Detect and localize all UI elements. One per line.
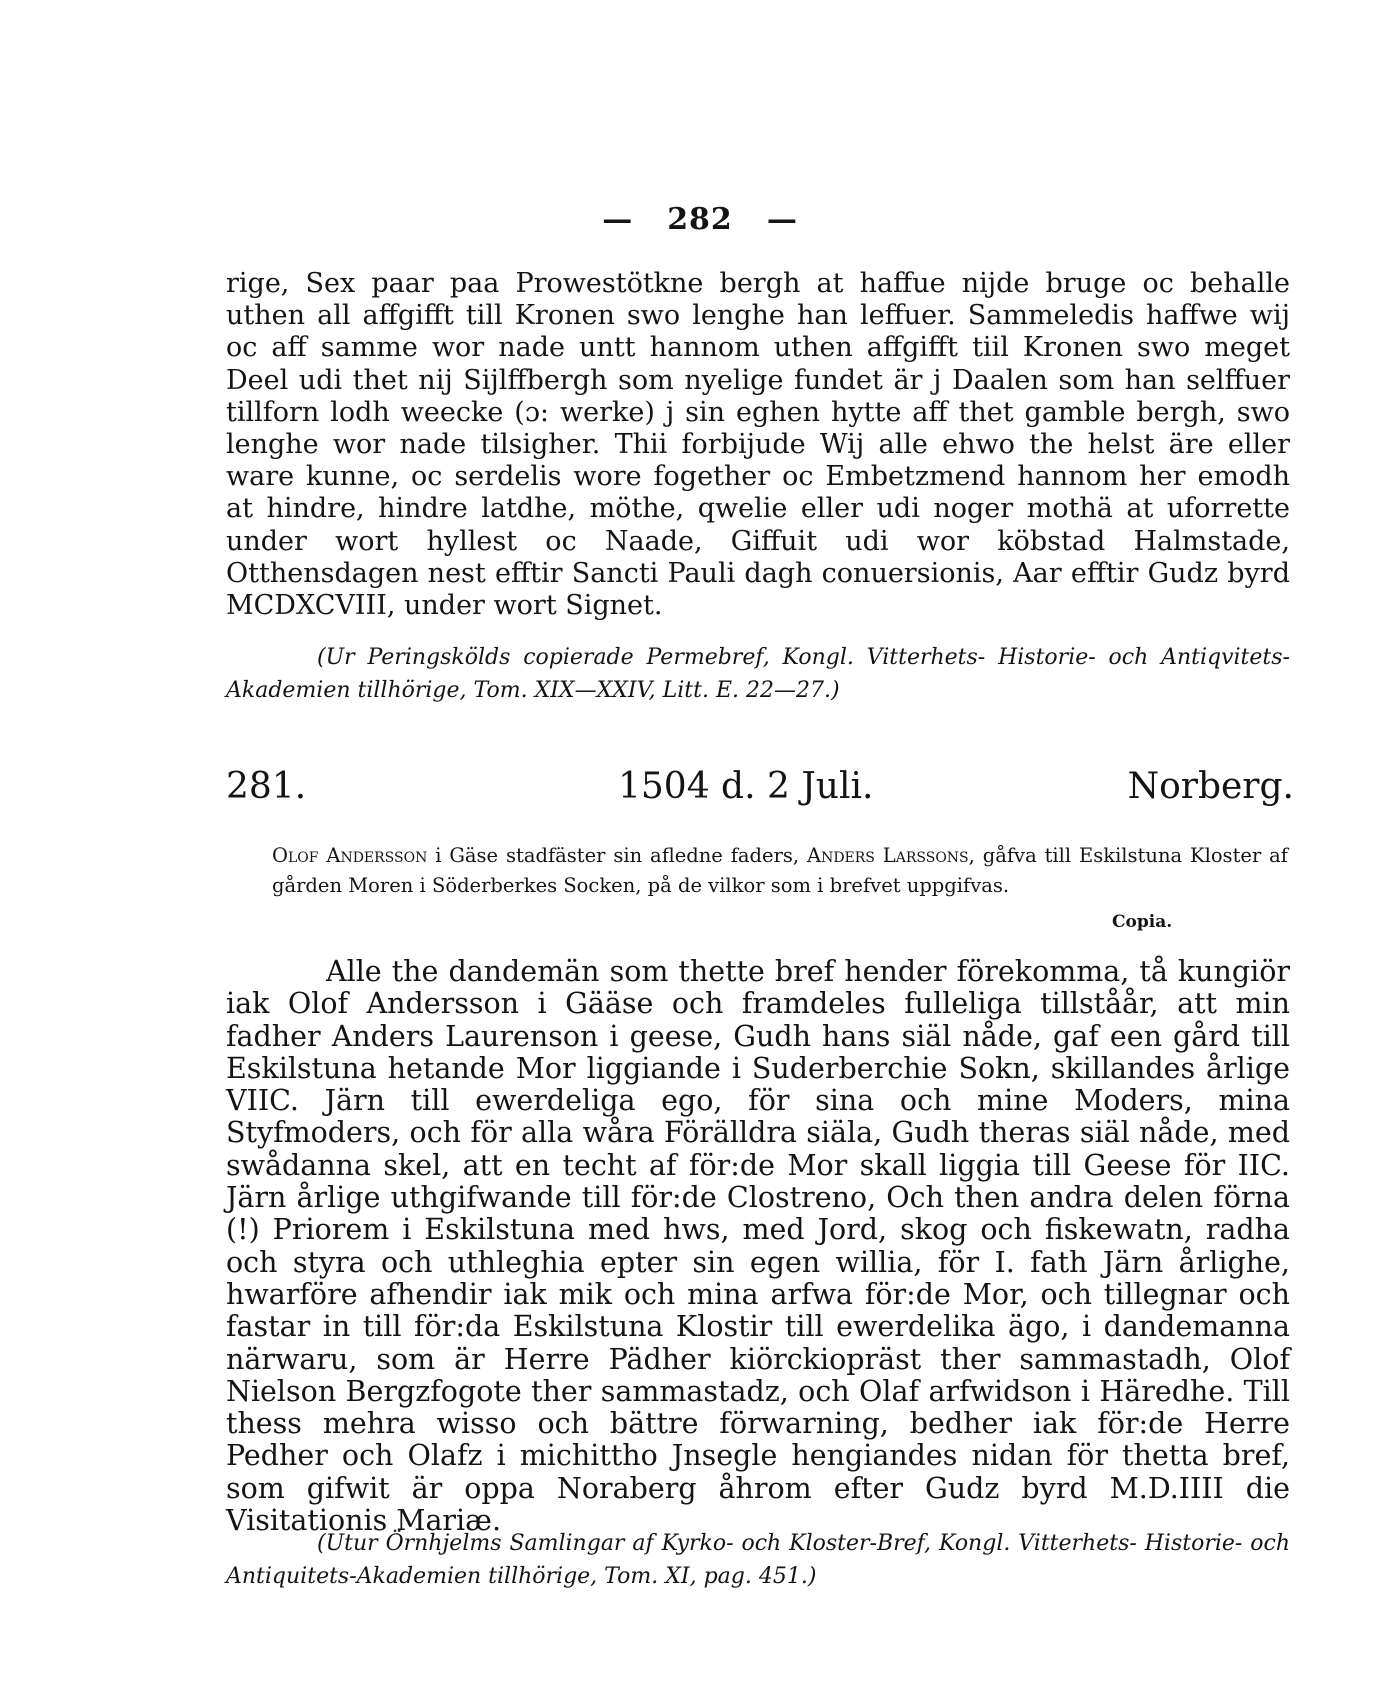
- copy-label: Copia.: [1112, 912, 1173, 932]
- document-number: 281.: [226, 766, 307, 807]
- header-dash-left: —: [602, 202, 634, 237]
- summary-name-anders: Anders Larssons: [806, 844, 969, 867]
- document-place: Norberg.: [1127, 766, 1294, 807]
- continuation-paragraph: rige, Sex paar paa Prowestötkne bergh at haffue nijde bruge oc behalle uthen all affgifft till Kronen swo lenghe han leffuer. Sammeledis haffwe wij oc aff samme wor nade untt hannom uthen affgifft tiil Kronen swo meget Deel udi thet nij Sijlffbergh som nyelige fundet är j Daalen som han selffuer tillforn lodh weecke (ɔ: werke) j sin eghen hytte aff thet gamble bergh, swo lenghe wor nade tilsigher. Thii forbijude Wij alle ehwo the helst äre eller ware kunne, oc serdelis wore fogether oc Embetzmend hannom her emodh at hindre, hindre latdhe, möthe, qwelie eller udi noger mothä at uforrette under wort hyllest oc Naade, Giffuit udi wor köbstad Halmstade, Otthensdagen nest efftir Sancti Pauli dagh conuersionis, Aar efftir Gudz byrd MCDXCVIII, under wort Signet.: [226, 268, 1290, 622]
- summary-name-olof: Olof Andersson: [272, 844, 428, 867]
- page-header: [0, 202, 1400, 237]
- document-heading: [226, 762, 1294, 812]
- source-citation-1: (Ur Peringskölds copierade Permebref, Kongl. Vitterhets- Historie- och Antiqvitets-Akademien tillhörige, Tom. XIX—XXIV, Litt. E. 22—27.): [226, 645, 1290, 703]
- summary-text-2: , gåfva till Eskilstuna Kloster af gården Moren i Söderberkes Socken, på de vilkor som i brefvet uppgifvas.: [272, 844, 1288, 897]
- document-date: 1504 d. 2 Juli.: [618, 766, 874, 807]
- source-citation-2: (Utur Örnhjelms Samlingar af Kyrko- och Kloster-Bref, Kongl. Vitterhets- Historie- och Antiquitets-Akademien tillhörige, Tom. XI, pag. 451.): [226, 1531, 1290, 1589]
- document-body: Alle the dandemän som thette bref hender förekomma, tå kungiör iak Olof Andersson i Gääse och framdeles fulleliga tillståår, att min fadher Anders Laurenson i geese, Gudh hans siäl nåde, gaf een gård till Eskilstuna hetande Mor liggiande i Suderberchie Sokn, skillandes årlige VIIC. Järn till ewerdeliga ego, för sina och mine Moders, mina Styfmoders, och för alla wåra Förälldra siäla, Gudh theras siäl nåde, med swådanna skel, att en techt af för:de Mor skall liggia till Geese för IIC. Järn årlige uthgifwande till för:de Clostreno, Och then andra delen förna (!) Priorem i Eskilstuna med hws, med Jord, skog och fiskewatn, radha och styra och uthleghia epter sin egen willia, för I. fath Järn årlighe, hwarföre afhendir iak mik och mina arfwa för:de Mor, och tillegnar och fastar in till för:da Eskilstuna Klostir till ewerdelika ägo, i dandemanna närwaru, som är Herre Pädher kiörckiopräst ther sammastadh, Olof Nielson Bergzfogote ther sammastadz, och Olaf arfwidson i Häredhe. Till thess mehra wisso och bättre förwarning, bedher iak för:de Herre Pedher och Olafz i michittho Jnsegle hengiandes nidan för thetta bref, som gifwit är oppa Noraberg åhrom efter Gudz byrd M.D.IIII die Visitationis Mariæ.: [226, 955, 1290, 1538]
- summary-text-1: i Gäse stadfäster sin afledne faders,: [427, 844, 807, 867]
- header-dash-right: —: [766, 202, 798, 237]
- page-number: 282: [667, 202, 733, 237]
- document-summary: [272, 841, 1288, 900]
